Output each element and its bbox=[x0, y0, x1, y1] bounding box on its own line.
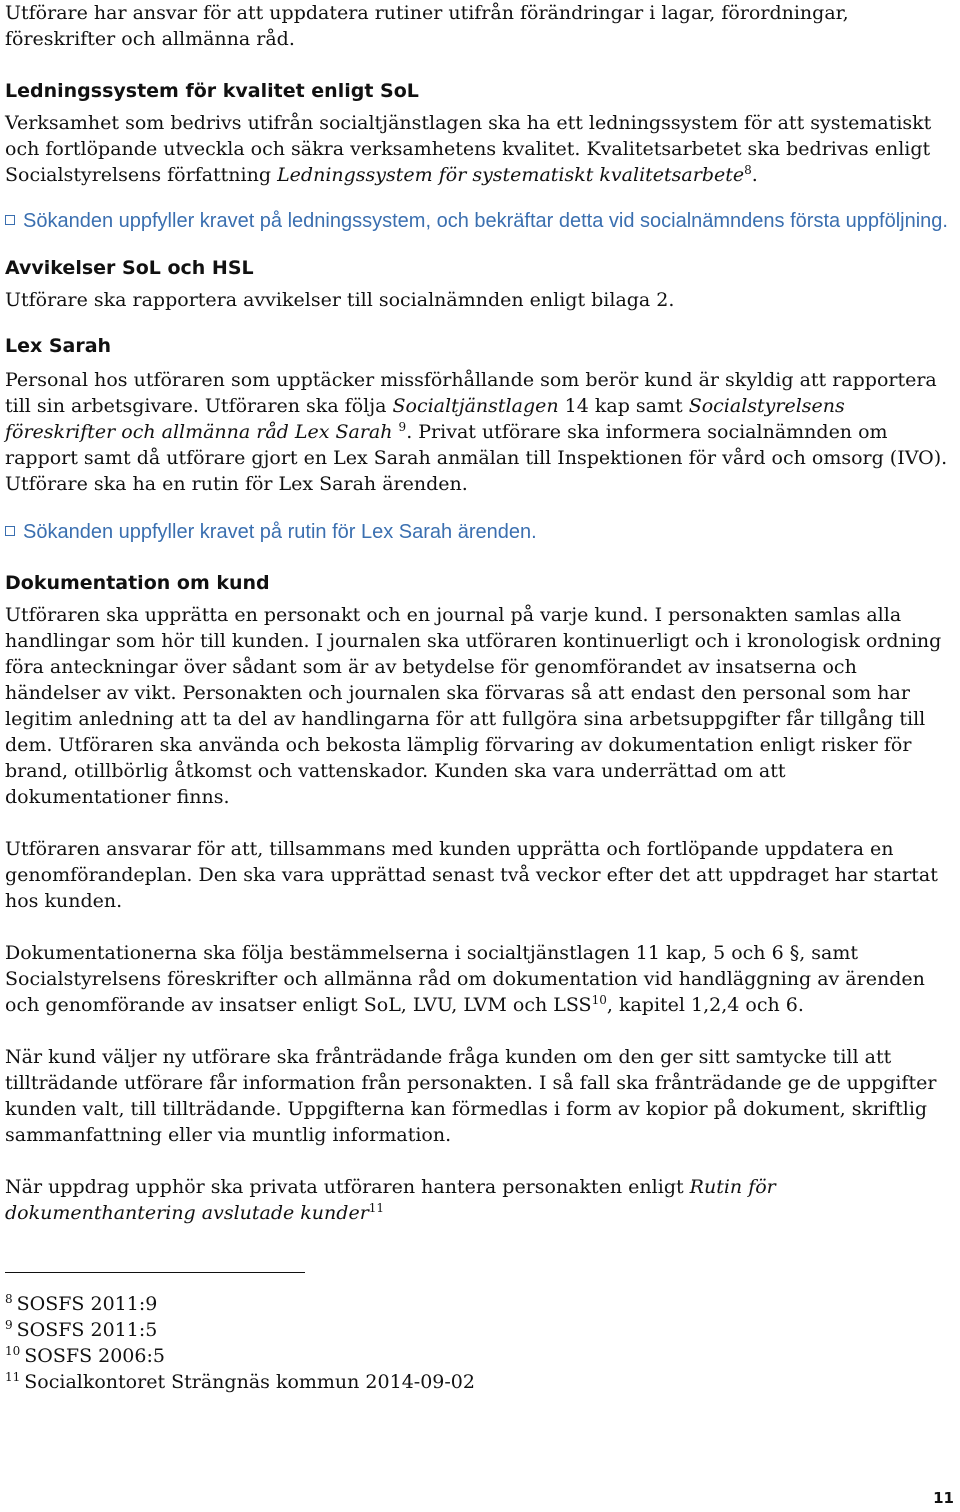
ledningssystem-paragraph: Verksamhet som bedrivs utifrån socialtjänstlagen ska ha ett ledningssystem för att systematiskt och fortlöpande utveckla och säkra verksamhetens kvalitet. Kvalitetsarbetet ska bedrivas enligt Socialstyrelsens författning Ledningssystem för systematiskt kvalitetsarbete$^8$. bbox=[5, 112, 932, 186]
section-heading-ledningssystem: Ledningssystem för kvalitet enligt SoL bbox=[5, 80, 419, 102]
checkbox-icon[interactable] bbox=[5, 215, 15, 225]
footnote-ref-11: 11 bbox=[368, 1201, 385, 1215]
document-page bbox=[5, 0, 955, 1395]
footnote-8: $^8$ SOSFS 2011:9 bbox=[5, 1292, 158, 1315]
dokumentation-paragraph-4: När kund väljer ny utförare ska frånträdande fråga kunden om den ger sitt samtycke till att tillträdande utförare får information från personakten. I så fall ska frånträdande ge de uppgifter kunden valt, till tillträdande. Uppgifterna kan förmedlas i form av kopior på dokument, skriftlig sammanfattning eller via muntlig information. bbox=[5, 1046, 937, 1146]
dokumentation-paragraph-2: Utföraren ansvarar för att, tillsammans med kunden upprätta och fortlöpande uppdatera en genomförandeplan. Den ska vara upprättad senast två veckor efter det att uppdraget har startat hos kunden. bbox=[5, 838, 938, 912]
page-number: 11 bbox=[933, 1489, 954, 1507]
section-heading-avvikelser: Avvikelser SoL och HSL bbox=[5, 257, 254, 279]
footnote-10: $^{10}$ SOSFS 2006:5 bbox=[5, 1344, 165, 1367]
footnote-divider bbox=[5, 1272, 305, 1273]
footnote-ref-10: 10 bbox=[591, 993, 607, 1007]
footnote-ref-9: 9 bbox=[398, 420, 407, 434]
avvikelser-paragraph: Utförare ska rapportera avvikelser till socialnämnden enligt bilaga 2. bbox=[5, 289, 675, 311]
section-heading-lex-sarah: Lex Sarah bbox=[5, 335, 112, 357]
checkbox-icon[interactable] bbox=[5, 526, 15, 536]
footnotes bbox=[5, 1291, 955, 1395]
checkbox-requirement-lex-sarah: Sökanden uppfyller kravet på rutin för Lex Sarah ärenden. bbox=[5, 519, 955, 546]
dokumentation-paragraph-5: När uppdrag upphör ska privata utföraren hantera personakten enligt Rutin för dokumenthantering avslutade kunder$^{11}$ bbox=[5, 1176, 776, 1224]
checkbox-requirement-ledningssystem: Sökanden uppfyller kravet på ledningssystem, och bekräftar detta vid socialnämndens första uppföljning. bbox=[5, 208, 955, 235]
dokumentation-paragraph-1: Utföraren ska upprätta en personakt och en journal på varje kund. I personakten samlas alla handlingar som hör till kunden. I journalen ska utföraren kontinuerligt och i kronologisk ordning föra anteckningar över sådant som är av betydelse för genomförandet av insatserna och händelser av vikt. Personakten och journalen ska förvaras så att endast den personal som har legitim anledning att ta del av handlingarna för att fullgöra sina arbetsuppgifter får tillgång till dem. Utföraren ska använda och bekosta lämplig förvaring av dokumentation enligt risker för brand, otillbörlig åtkomst och vattenskador. Kunden ska vara underrättad om att dokumentationer finns. bbox=[5, 604, 942, 808]
dokumentation-paragraph-3: Dokumentationerna ska följa bestämmelserna i socialtjänstlagen 11 kap, 5 och 6 §, samt Socialstyrelsens föreskrifter och allmänna råd om dokumentation vid handläggning av ärenden och genomförande av insatser enligt SoL, LVU, LVM och LSS$^{10}$, kapitel 1,2,4 och 6. bbox=[5, 942, 925, 1016]
footnote-ref-8: 8 bbox=[744, 163, 752, 177]
section-heading-dokumentation: Dokumentation om kund bbox=[5, 572, 270, 594]
intro-paragraph: Utförare har ansvar för att uppdatera rutiner utifrån förändringar i lagar, förordningar, föreskrifter och allmänna råd. bbox=[5, 2, 849, 50]
footnote-11: $^{11}$ Socialkontoret Strängnäs kommun 2014-09-02 bbox=[5, 1370, 475, 1393]
lex-sarah-paragraph: Personal hos utföraren som upptäcker missförhållande som berör kund är skyldig att rapportera till sin arbetsgivare. Utföraren ska följa Socialtjänstlagen 14 kap samt Socialstyrelsens föreskrifter och allmänna råd Lex Sarah $^9$. Privat utförare ska informera socialnämnden om rapport samt då utförare gjort en Lex Sarah anmälan till Inspektionen för vård och omsorg (IVO). Utförare ska ha en rutin för Lex Sarah ärenden. bbox=[5, 369, 948, 495]
footnote-9: $^9$ SOSFS 2011:5 bbox=[5, 1318, 158, 1341]
